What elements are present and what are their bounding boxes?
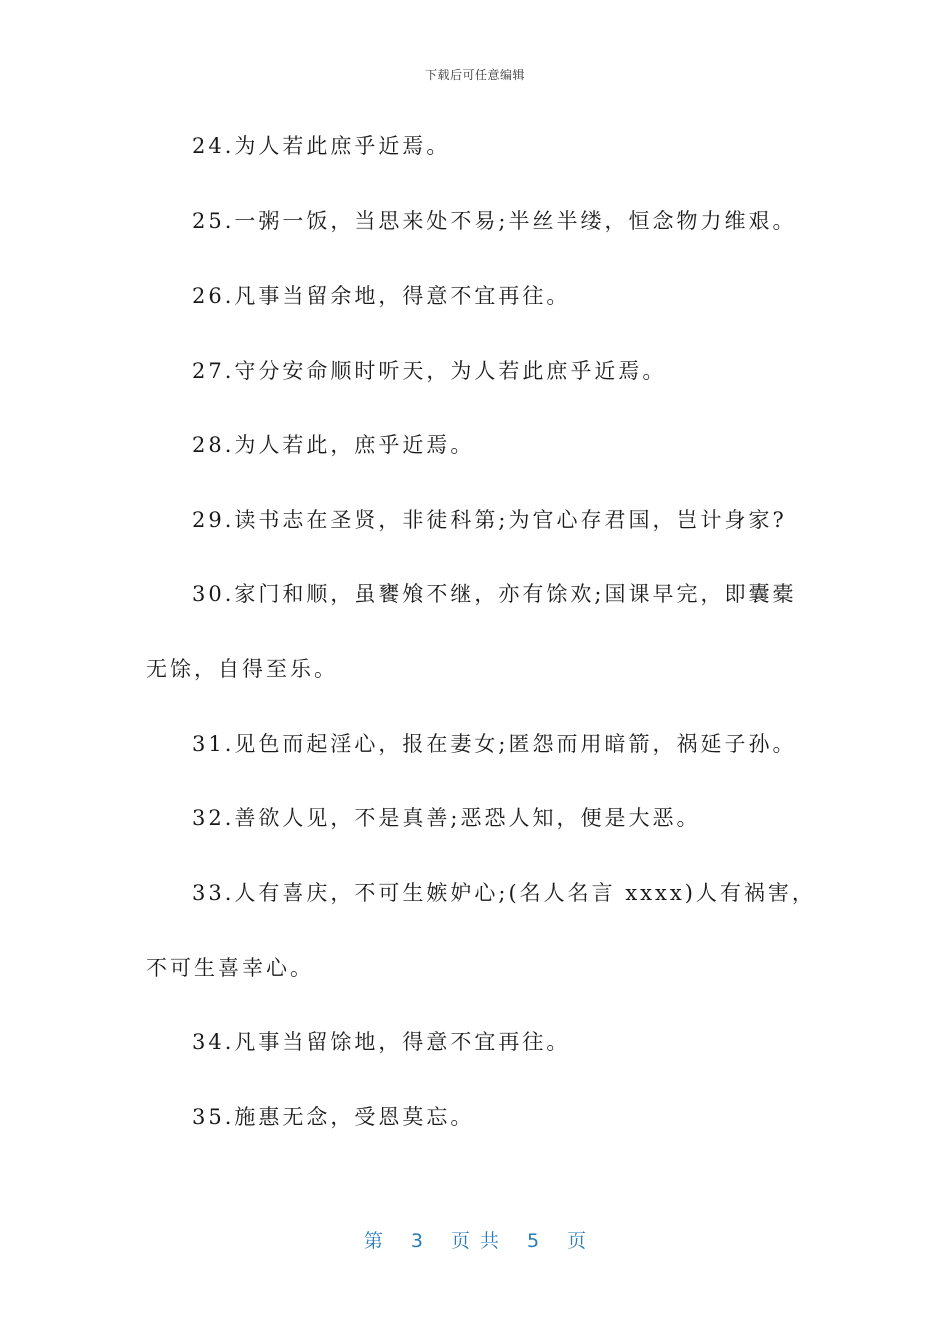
- text-line-33: 33.人有喜庆，不可生嫉妒心;(名人名言 xxxx)人有祸害，: [192, 881, 816, 905]
- text-line-31: 31.见色而起淫心，报在妻女;匿怨而用暗箭，祸延子孙。: [192, 732, 797, 756]
- text-line-28: 28.为人若此，庶乎近焉。: [192, 433, 475, 457]
- text-line-33-cont: 不可生喜幸心。: [146, 956, 314, 980]
- text-line-34: 34.凡事当留馀地，得意不宜再往。: [192, 1030, 571, 1054]
- text-line-27: 27.守分安命顺时听天，为人若此庶乎近焉。: [192, 359, 667, 383]
- page-label-prefix: 第: [363, 1230, 383, 1252]
- text-line-32: 32.善欲人见，不是真善;恶恐人知，便是大恶。: [192, 806, 701, 830]
- text-line-30-cont: 无馀，自得至乐。: [146, 657, 338, 681]
- text-line-24: 24.为人若此庶乎近焉。: [192, 134, 451, 158]
- total-pages-number: 5: [527, 1230, 540, 1252]
- page-label-suffix: 页: [567, 1230, 587, 1252]
- text-line-26: 26.凡事当留余地，得意不宜再往。: [192, 284, 571, 308]
- page-footer: [0, 1226, 950, 1253]
- current-page-number: 3: [410, 1230, 423, 1252]
- text-line-35: 35.施惠无念，受恩莫忘。: [192, 1105, 475, 1129]
- text-line-30: 30.家门和顺，虽饔飧不继，亦有馀欢;国课早完，即囊橐: [192, 582, 797, 606]
- page-label-middle: 页共: [450, 1230, 509, 1252]
- text-line-29: 29.读书志在圣贤，非徒科第;为官心存君国，岂计身家?: [192, 508, 787, 532]
- page-header: 下载后可任意编辑: [424, 68, 525, 82]
- text-line-25: 25.一粥一饭，当思来处不易;半丝半缕，恒念物力维艰。: [192, 209, 797, 233]
